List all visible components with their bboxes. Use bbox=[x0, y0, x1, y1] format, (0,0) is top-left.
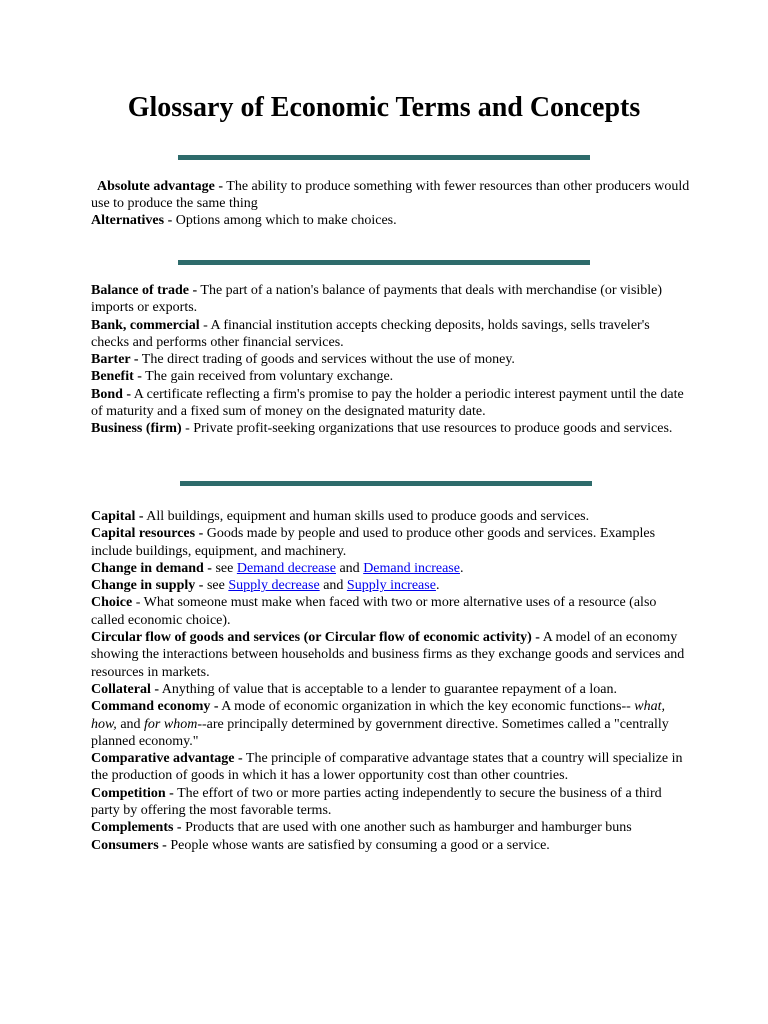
term-competition: Competition - bbox=[91, 785, 174, 801]
supply-decrease-link[interactable]: Supply decrease bbox=[228, 578, 320, 594]
term-choice: Choice bbox=[91, 595, 133, 611]
glossary-entry-competition bbox=[91, 785, 691, 820]
term-barter: Barter - bbox=[91, 352, 139, 368]
definition: The effort of two or more parties acting independently to secure the business of a third party by offering the most favorable terms. bbox=[91, 785, 662, 819]
definition: The principle of comparative advantage states that a country will specialize in the production of goods in which it has a lower opportunity cost than other countries. bbox=[91, 751, 683, 784]
term-change-in-supply: Change in supply - bbox=[91, 578, 204, 594]
glossary-section-a-cont bbox=[91, 212, 691, 229]
term-bank-commercial: Bank, commercial bbox=[91, 317, 200, 333]
definition: The ability to produce something with fewer resources than other producers would use to produce the same thing bbox=[91, 179, 690, 212]
demand-increase-link[interactable]: Demand increase bbox=[363, 560, 460, 576]
definition: People whose wants are satisfied by consuming a good or a service. bbox=[166, 837, 550, 853]
glossary-entry-command-economy bbox=[91, 698, 691, 750]
term-capital-resources: Capital resources - bbox=[91, 526, 204, 542]
definition: Options among which to make choices. bbox=[172, 213, 397, 228]
definition-italic: what, bbox=[634, 699, 666, 715]
glossary-entry-consumers bbox=[91, 837, 691, 854]
term-balance-of-trade: Balance of trade - bbox=[91, 283, 198, 298]
divider-rule bbox=[178, 155, 590, 160]
definition: . bbox=[459, 560, 464, 576]
term-comparative-advantage: Comparative advantage - bbox=[91, 751, 243, 767]
term-change-in-demand: Change in demand - bbox=[91, 560, 212, 576]
term-command-economy: Command economy - bbox=[91, 699, 219, 715]
demand-decrease-link[interactable]: Demand decrease bbox=[236, 560, 336, 576]
definition: A certificate reflecting a firm's promise to pay the holder a periodic interest payment until the date of maturity and a fixed sum of money on the designated maturity date. bbox=[91, 386, 684, 420]
divider-rule bbox=[180, 481, 592, 486]
definition: A mode of economic organization in which the key economic functions-- bbox=[218, 699, 635, 715]
glossary-entry-comparative-advantage bbox=[91, 750, 691, 785]
glossary-entry-collateral bbox=[91, 681, 691, 698]
glossary-entry-business-firm bbox=[91, 420, 691, 437]
term-capital: Capital - bbox=[91, 509, 144, 524]
definition: The direct trading of goods and services without the use of money. bbox=[138, 352, 515, 368]
term-complements: Complements - bbox=[91, 820, 182, 836]
term-collateral: Collateral - bbox=[91, 681, 160, 697]
definition: - A financial institution accepts checking deposits, holds savings, sells traveler's checks and performs other financial services. bbox=[91, 317, 650, 350]
definition: --are principally determined by government directive. Sometimes called a "centrally planned economy." bbox=[91, 716, 669, 749]
definition: see bbox=[211, 560, 237, 576]
glossary-entry-change-in-demand bbox=[91, 560, 691, 577]
term-consumers: Consumers - bbox=[91, 837, 167, 853]
glossary-entry-absolute-advantage bbox=[91, 178, 691, 213]
definition: A model of an economy showing the interactions between households and business firms as they exchange goods and services and resources in markets. bbox=[91, 630, 685, 680]
glossary-entry-benefit bbox=[91, 368, 691, 385]
divider-rule bbox=[178, 260, 590, 265]
definition-italic: for whom bbox=[144, 716, 198, 732]
glossary-section-b bbox=[91, 282, 691, 438]
definition: and bbox=[319, 578, 347, 594]
definition: see bbox=[203, 578, 229, 594]
glossary-entry-balance-of-trade bbox=[91, 282, 691, 317]
glossary-entry-complements bbox=[91, 819, 691, 836]
glossary-entry-circular-flow bbox=[91, 629, 691, 681]
term-alternatives: Alternatives - bbox=[91, 213, 173, 228]
definition: The part of a nation's balance of payments that deals with merchandise (or visible) imports or exports. bbox=[91, 283, 663, 316]
supply-increase-link[interactable]: Supply increase bbox=[346, 578, 436, 594]
glossary-entry-bank-commercial bbox=[91, 317, 691, 352]
glossary-entry-capital-resources bbox=[91, 525, 691, 560]
glossary-entry-alternatives bbox=[91, 212, 691, 229]
glossary-entry-choice bbox=[91, 594, 691, 629]
definition: Products that are used with one another such as hamburger and hamburger buns bbox=[181, 820, 632, 836]
definition-italic: how, bbox=[91, 716, 117, 732]
term-business-firm: Business (firm) bbox=[91, 421, 182, 437]
definition: - What someone must make when faced with two or more alternative uses of a resource (also called economic choice). bbox=[91, 595, 657, 628]
glossary-entry-bond bbox=[91, 386, 691, 421]
term-circular-flow: Circular flow of goods and services (or Circular flow of economic activity) - bbox=[91, 630, 540, 646]
term-absolute-advantage: Absolute advantage - bbox=[97, 179, 224, 194]
definition: Goods made by people and used to produce other goods and services. Examples include buildings, equipment, and machinery. bbox=[91, 526, 656, 559]
term-benefit: Benefit - bbox=[91, 369, 142, 385]
definition: The gain received from voluntary exchange. bbox=[141, 369, 394, 385]
definition: All buildings, equipment and human skills used to produce goods and services. bbox=[143, 509, 590, 524]
definition: Anything of value that is acceptable to a lender to guarantee repayment of a loan. bbox=[159, 681, 617, 697]
glossary-entry-capital bbox=[91, 508, 691, 525]
term-bond: Bond - bbox=[91, 386, 132, 402]
glossary-entry-barter bbox=[91, 351, 691, 368]
definition: . bbox=[435, 578, 440, 594]
glossary-section-a bbox=[91, 178, 691, 213]
definition: and bbox=[116, 716, 145, 732]
definition: - Private profit-seeking organizations that use resources to produce goods and services. bbox=[181, 421, 673, 437]
glossary-entry-change-in-supply bbox=[91, 577, 691, 594]
page-title: Glossary of Economic Terms and Concepts bbox=[127, 92, 641, 123]
glossary-section-c bbox=[91, 508, 691, 854]
definition: and bbox=[335, 560, 364, 576]
